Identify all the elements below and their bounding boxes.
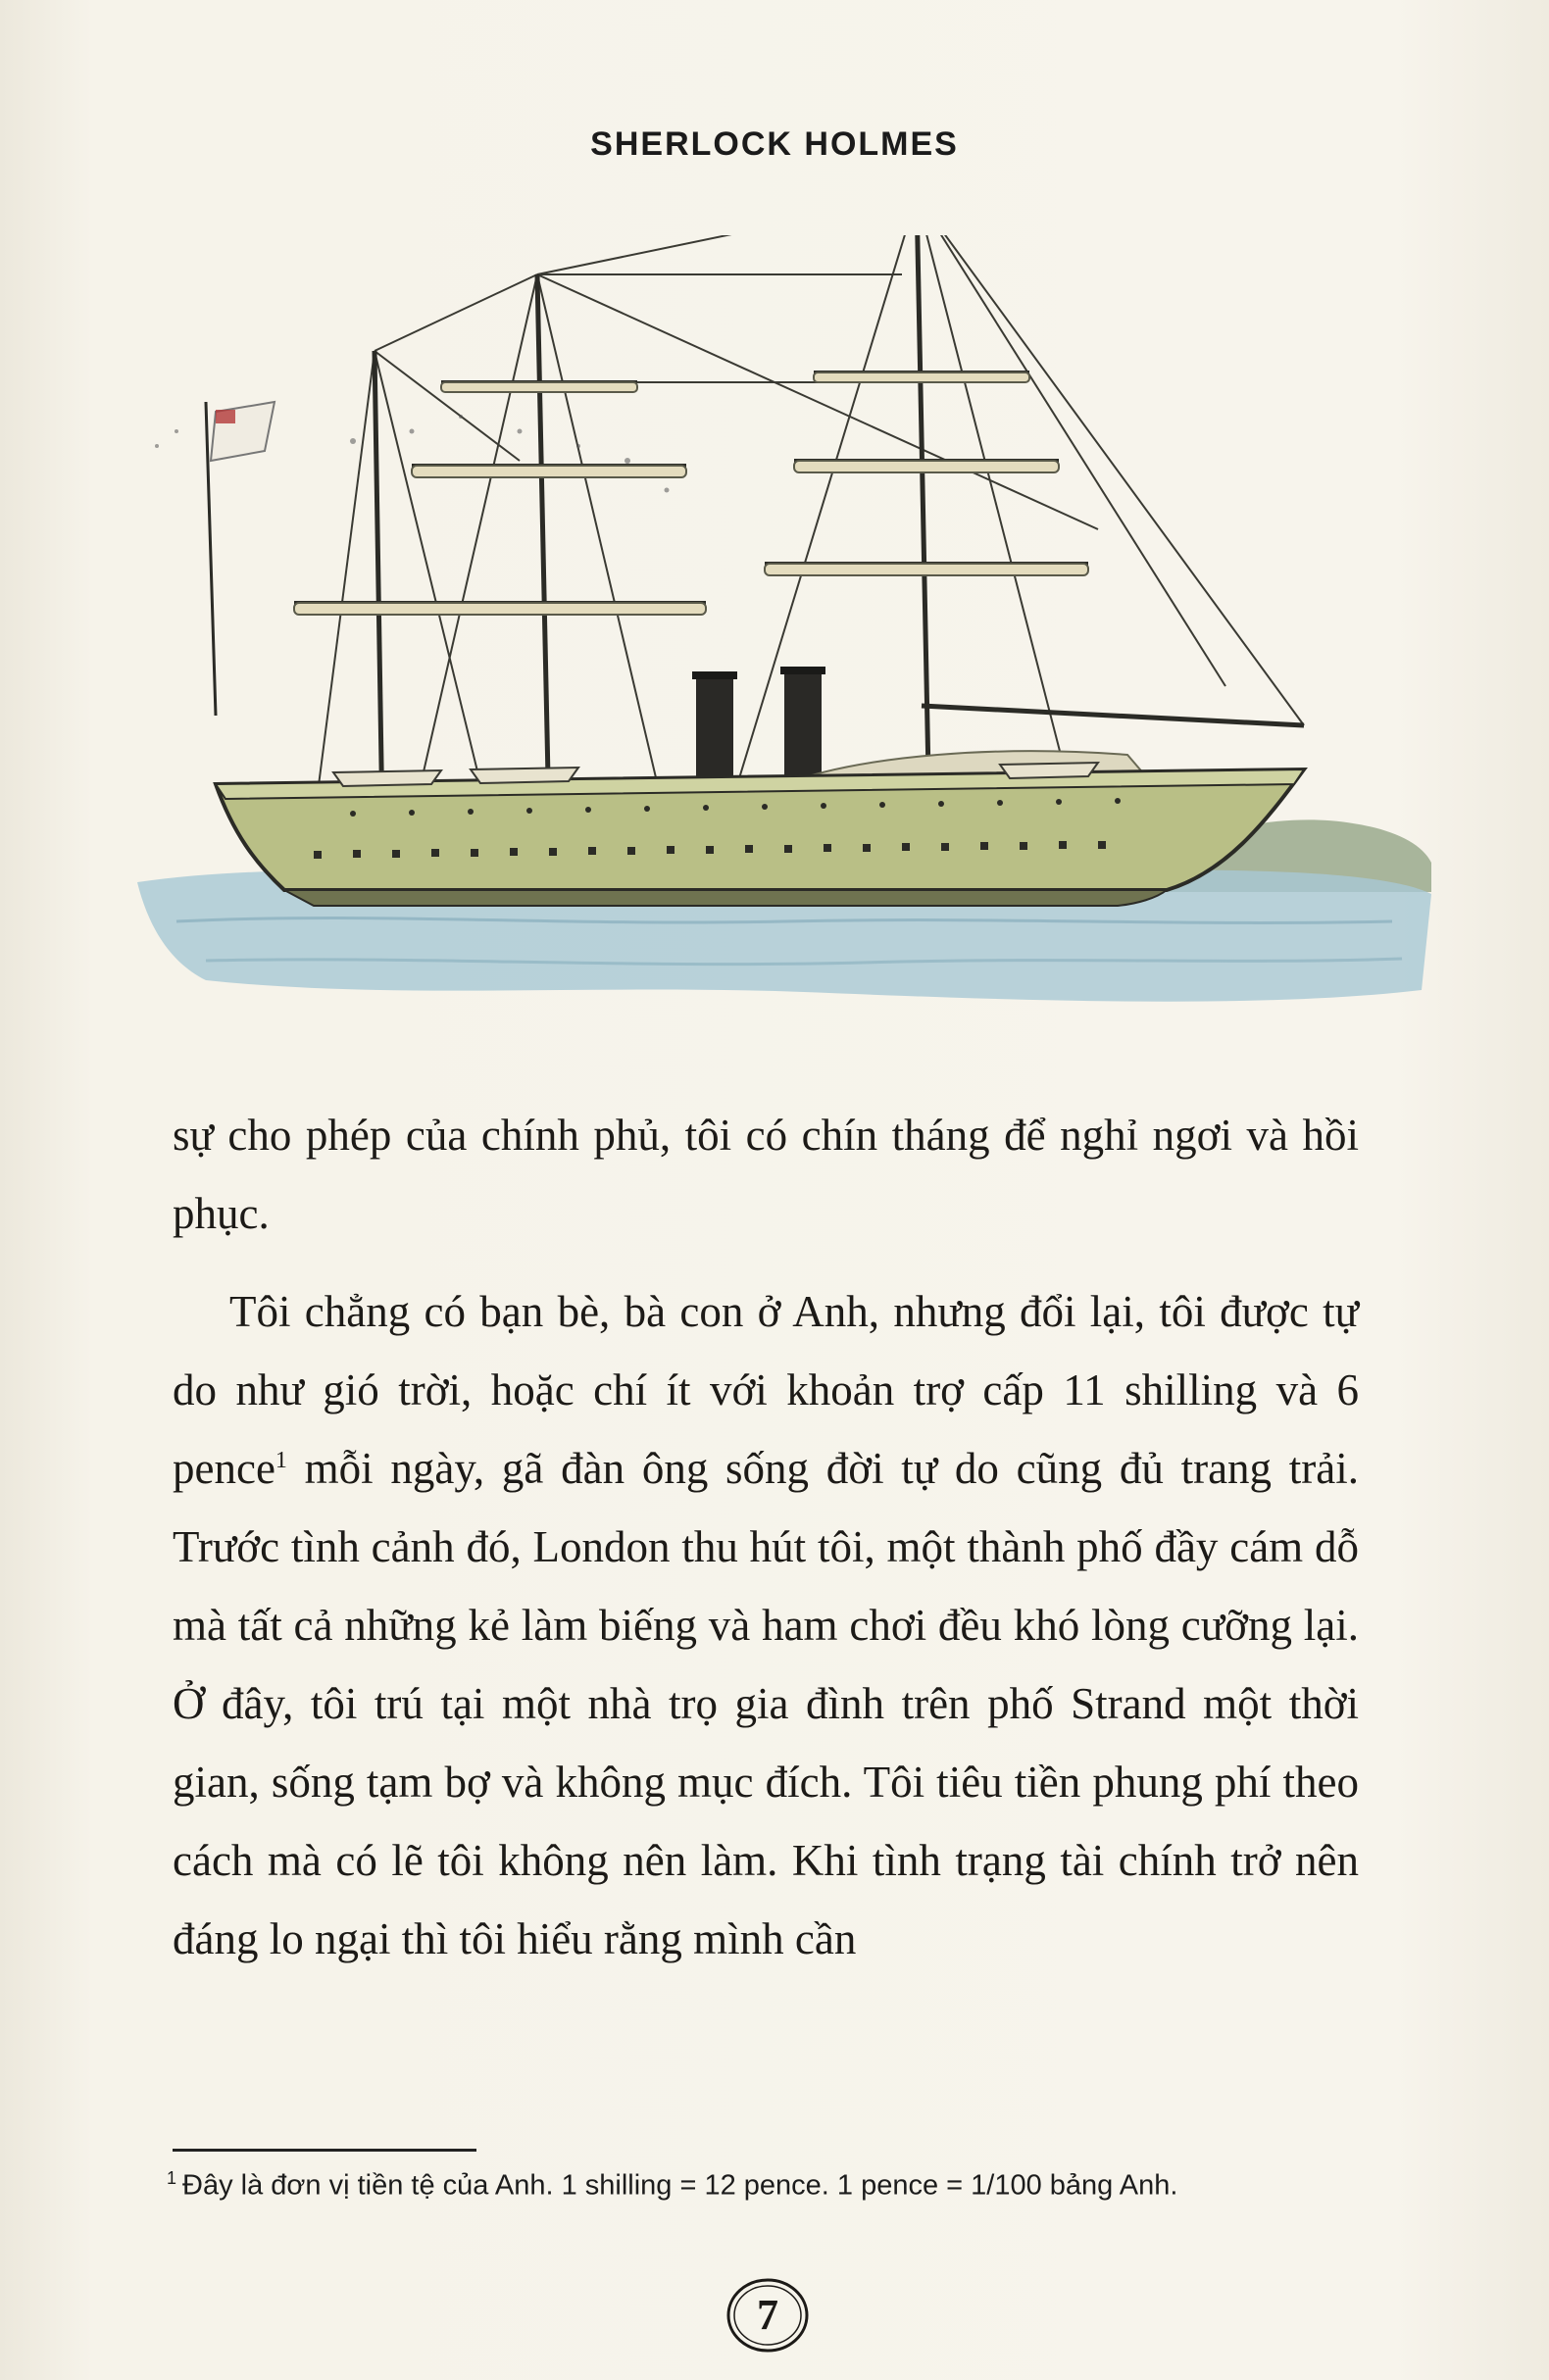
footnote-reference: 1 [275, 1448, 287, 1473]
footnote-marker: 1 [167, 2168, 177, 2188]
paragraph [173, 1272, 1359, 1978]
body-text [173, 1096, 1359, 1978]
ensign-flag [206, 402, 275, 716]
ship-illustration [118, 235, 1431, 1039]
page-number-badge [721, 2274, 815, 2356]
paragraph-text: mỗi ngày, gã đàn ông sống đời tự do cũng đủ trang trải. Trước tình cảnh đó, London thu hút tôi, một thành phố đầy cám dỗ mà tất cả những kẻ làm biếng và ham chơi đều khó lòng cưỡng lại. Ở đây, tôi trú tại một nhà trọ gia đình trên phố Strand một thời gian, sống tạm bợ và không mục đích. Tôi tiêu tiền phung phí theo cách mà có lẽ tôi không nên làm. Khi tình trạng tài chính trở nên đáng lo ngại thì tôi hiểu rằng mình cần [173, 1444, 1359, 1963]
footnote-divider [173, 2149, 476, 2152]
page-number: 7 [757, 2291, 778, 2339]
funnels [692, 667, 825, 789]
paragraph-text: sự cho phép của chính phủ, tôi có chín tháng để nghỉ ngơi và hồi phục. [173, 1111, 1359, 1238]
paragraph [173, 1096, 1359, 1253]
running-header: SHERLOCK HOLMES [590, 125, 959, 163]
masts [375, 235, 1304, 823]
footnote-text: Đây là đơn vị tiền tệ của Anh. 1 shilling = 12 pence. 1 pence = 1/100 bảng Anh. [182, 2169, 1178, 2202]
footnote [167, 2168, 1373, 2203]
furled-sails [294, 372, 1088, 615]
paragraph-text: Tôi chẳng có bạn bè, bà con ở Anh, nhưng đổi lại, tôi được tự do như gió trời, hoặc chí ít với khoản trợ cấp 11 shilling và 6 pence [173, 1287, 1359, 1493]
